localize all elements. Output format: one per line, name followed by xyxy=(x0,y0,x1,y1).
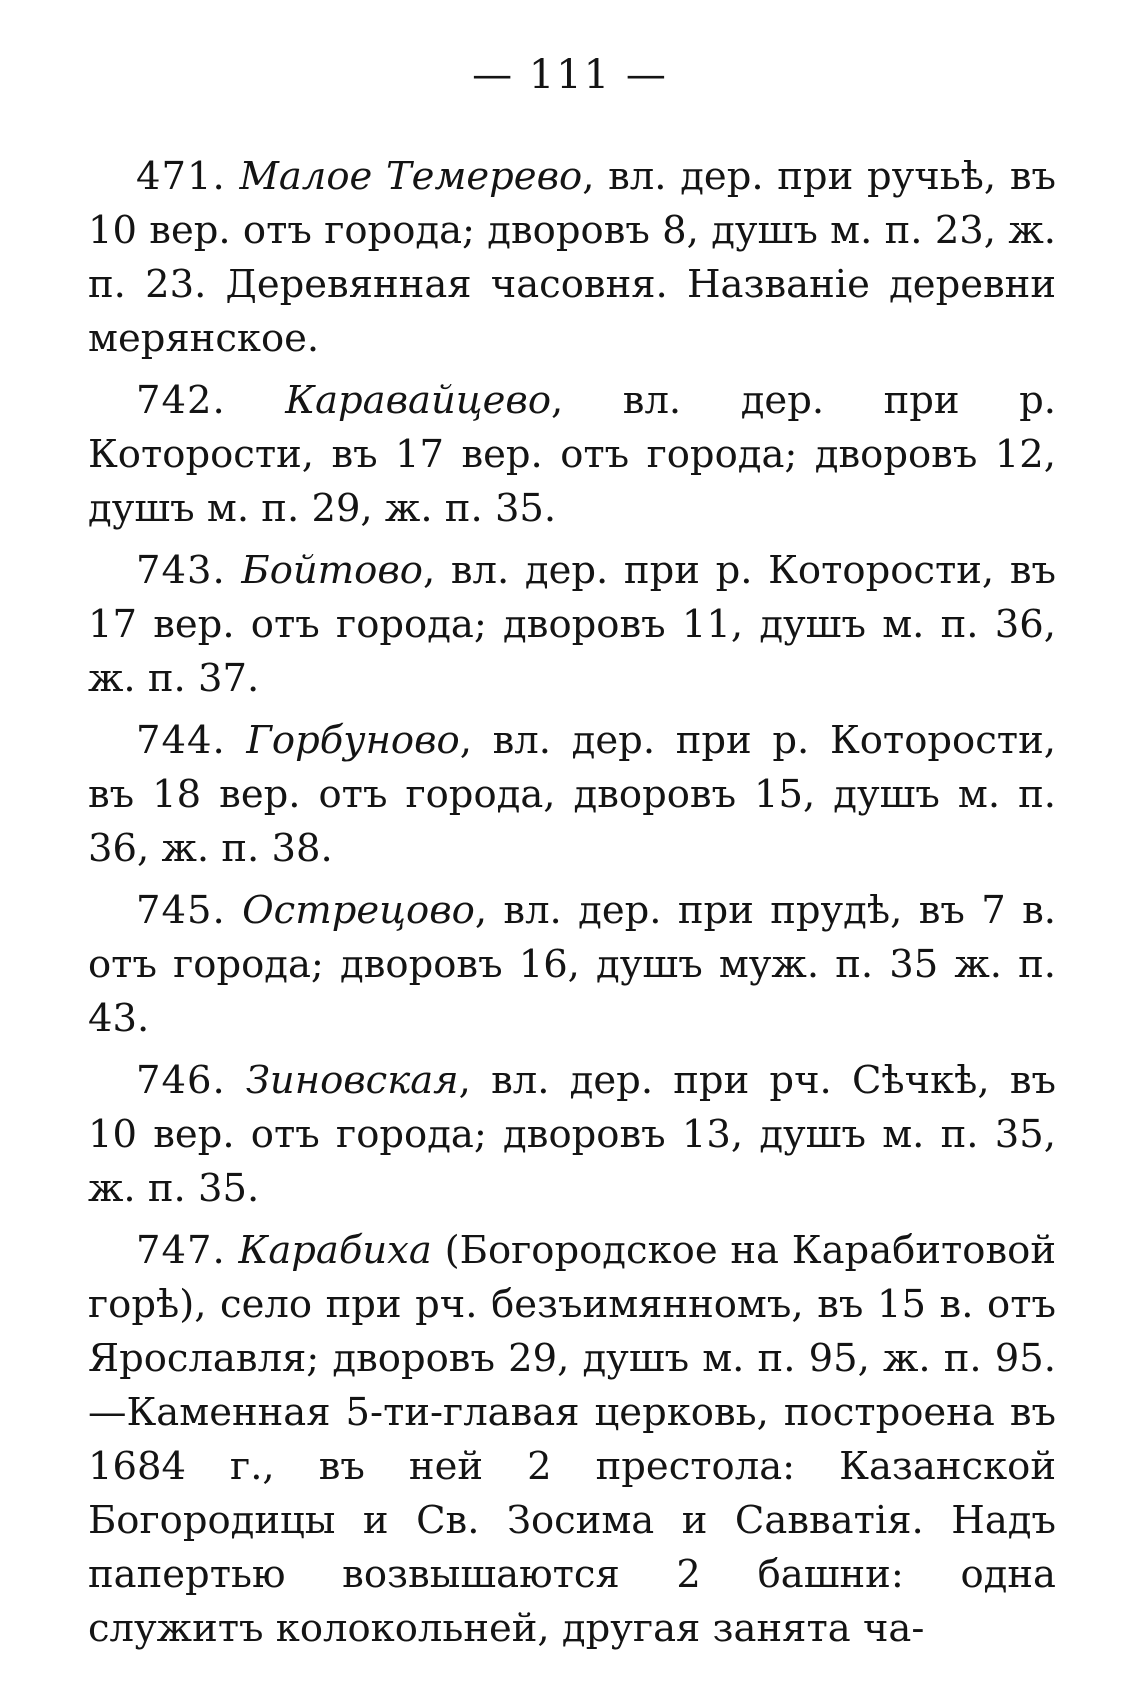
entry-number: 471. xyxy=(136,154,226,199)
entry-number: 742. xyxy=(136,378,226,423)
entry-746 xyxy=(88,1054,1056,1216)
entry-number: 746. xyxy=(136,1058,226,1103)
entry-745 xyxy=(88,884,1056,1046)
entry-name: Малое Темерево xyxy=(239,154,583,199)
entry-text: , вл. дер. при р. Которости, въ 17 вер. отъ города; дворовъ 11, душъ м. п. 36, ж. п. 37. xyxy=(88,548,1056,701)
entry-name: Горбуново xyxy=(246,718,460,763)
entry-744 xyxy=(88,714,1056,876)
entry-471 xyxy=(88,150,1056,366)
entry-742 xyxy=(88,374,1056,536)
entry-text: , вл. дер. при р. Которости, въ 17 вер. отъ города; дворовъ 12, душъ м. п. 29, ж. п. 35. xyxy=(88,378,1056,531)
entry-text: , вл. дер. при прудѣ, въ 7 в. отъ города; дворовъ 16, душъ муж. п. 35 ж. п. 43. xyxy=(88,888,1056,1041)
entry-743 xyxy=(88,544,1056,706)
entry-name: Бойтово xyxy=(241,548,423,593)
entry-name: Острецово xyxy=(242,888,475,933)
entry-number: 745. xyxy=(136,888,226,933)
entry-text: , вл. дер. при рч. Сѣчкѣ, въ 10 вер. отъ города; дворовъ 13, душъ м. п. 35, ж. п. 35. xyxy=(88,1058,1056,1211)
entries-list xyxy=(88,150,1056,1664)
entry-name: Каравайцево xyxy=(285,378,552,423)
entry-number: 744. xyxy=(136,718,226,763)
entry-number: 743. xyxy=(136,548,226,593)
entry-number: 747. xyxy=(136,1228,226,1273)
entry-747 xyxy=(88,1224,1056,1656)
entry-text: (Богородское на Карабитовой горѣ), село при рч. безъимянномъ, въ 15 в. отъ Ярославля; дворовъ 29, душъ м. п. 95, ж. п. 95.—Каменная 5-ти-главая церковь, построена въ 1684 г., въ ней 2 престола: Казанской Богородицы и Св. Зосима и Савватія. Надъ папертью возвышаются 2 башни: одна служитъ колокольней, другая занята ча- xyxy=(88,1228,1056,1651)
entry-text: , вл. дер. при ручьѣ, въ 10 вер. отъ города; дворовъ 8, душъ м. п. 23, ж. п. 23. Деревянная часовня. Названіе деревни мерянское. xyxy=(88,154,1056,361)
entry-name: Зиновская xyxy=(245,1058,459,1103)
page-number: — 111 — xyxy=(472,52,668,98)
entry-text: , вл. дер. при р. Которости, въ 18 вер. отъ города, дворовъ 15, душъ м. п. 36, ж. п. 38. xyxy=(88,718,1056,871)
entry-name: Карабиха xyxy=(238,1228,432,1273)
